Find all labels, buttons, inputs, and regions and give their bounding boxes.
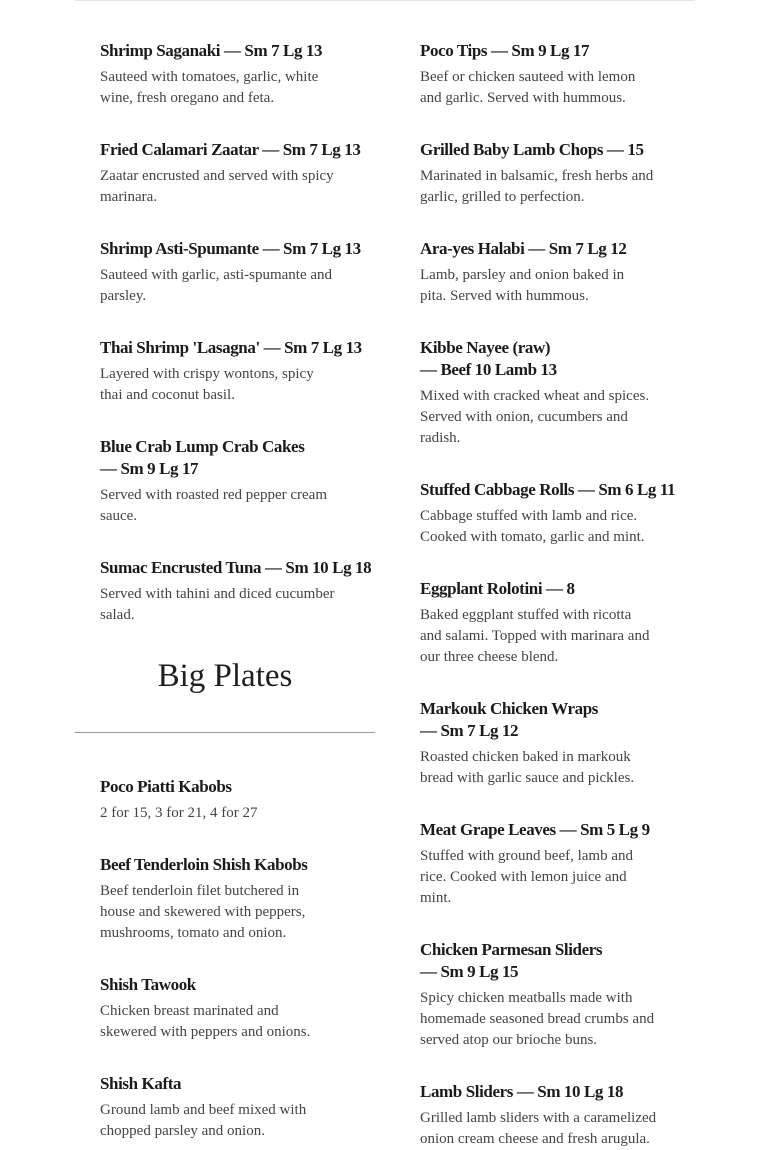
top-divider [75, 0, 695, 1]
menu-item [100, 139, 380, 208]
menu-item-title: Shish Kafta [100, 1074, 182, 1093]
menu-item [420, 578, 690, 668]
menu-item-title: Grilled Baby Lamb Chops — 15 [420, 140, 644, 159]
menu-item-description: Chicken breast marinated and skewered with peppers and onions. [100, 1003, 311, 1040]
menu-item [100, 238, 380, 307]
menu-item-description: Roasted chicken baked in markouk bread with garlic sauce and pickles. [420, 749, 635, 786]
menu-item-title: Thai Shrimp 'Lasagna' — Sm 7 Lg 13 [100, 338, 362, 357]
menu-item-description: Stuffed with ground beef, lamb and rice. Cooked with lemon juice and mint. [420, 848, 634, 906]
menu-item-description: Zaatar encrusted and served with spicy marinara. [100, 168, 334, 205]
menu-item-description: Sauteed with tomatoes, garlic, white wine, fresh oregano and feta. [100, 69, 319, 106]
menu-item-title: Eggplant Rolotini — 8 [420, 579, 575, 598]
menu-item-title: Lamb Sliders — Sm 10 Lg 18 [420, 1082, 624, 1101]
menu-item-title: Shrimp Asti-Spumante — Sm 7 Lg 13 [100, 239, 361, 258]
menu-item-description: Sauteed with garlic, asti-spumante and parsley. [100, 267, 333, 304]
menu-item [420, 698, 690, 789]
menu-item-title: Stuffed Cabbage Rolls — Sm 6 Lg 11 [420, 480, 676, 499]
right-column [420, 40, 690, 1150]
menu-item-title: Markouk Chicken Wraps — Sm 7 Lg 12 [420, 699, 599, 740]
left-column [100, 40, 380, 1142]
menu-item-title: Fried Calamari Zaatar — Sm 7 Lg 13 [100, 140, 361, 159]
menu-item-description: Grilled lamb sliders with a caramelized onion cream cheese and fresh arugula. [420, 1110, 657, 1147]
menu-item [100, 854, 380, 944]
menu-item-description: Beef tenderloin filet butchered in house and skewered with peppers, mushrooms, tomato and onion. [100, 883, 306, 941]
menu-item [420, 40, 690, 109]
menu-item [100, 557, 380, 626]
menu-item-description: Layered with crispy wontons, spicy thai and coconut basil. [100, 366, 314, 403]
menu-item [100, 40, 380, 109]
menu-item-title: Shish Tawook [100, 975, 196, 994]
menu-item [420, 337, 690, 449]
menu-item [100, 337, 380, 406]
menu-item [420, 1081, 690, 1150]
menu-item [420, 139, 690, 208]
menu-item-title: Beef Tenderloin Shish Kabobs [100, 855, 308, 874]
menu-item [100, 436, 380, 527]
menu-item-title: Sumac Encrusted Tuna — Sm 10 Lg 18 [100, 558, 372, 577]
menu-item-description: 2 for 15, 3 for 21, 4 for 27 [100, 805, 258, 821]
menu-item-description: Cabbage stuffed with lamb and rice. Cooked with tomato, garlic and mint. [420, 508, 645, 545]
menu-item-title: Poco Tips — Sm 9 Lg 17 [420, 41, 590, 60]
menu-item-title: Shrimp Saganaki — Sm 7 Lg 13 [100, 41, 323, 60]
menu-item-title: Meat Grape Leaves — Sm 5 Lg 9 [420, 820, 650, 839]
menu-item-title: Chicken Parmesan Sliders — Sm 9 Lg 15 [420, 940, 603, 981]
menu-item [420, 479, 690, 548]
menu-item [420, 238, 690, 307]
menu-item-description: Marinated in balsamic, fresh herbs and garlic, grilled to perfection. [420, 168, 654, 205]
menu-item-title: Blue Crab Lump Crab Cakes — Sm 9 Lg 17 [100, 437, 305, 478]
menu-item-title: Kibbe Nayee (raw) — Beef 10 Lamb 13 [420, 338, 557, 379]
menu-item-description: Baked eggplant stuffed with ricotta and salami. Topped with marinara and our three cheese blend. [420, 607, 650, 665]
menu-item-description: Ground lamb and beef mixed with chopped parsley and onion. [100, 1102, 307, 1139]
menu-item-description: Spicy chicken meatballs made with homemade seasoned bread crumbs and served atop our brioche buns. [420, 990, 655, 1048]
menu-item-title: Ara-yes Halabi — Sm 7 Lg 12 [420, 239, 627, 258]
menu-item [100, 974, 380, 1043]
menu-item-title: Poco Piatti Kabobs [100, 777, 232, 796]
menu-item-description: Served with roasted red pepper cream sauce. [100, 487, 327, 524]
menu-item-description: Beef or chicken sauteed with lemon and garlic. Served with hummous. [420, 69, 636, 106]
menu-item [100, 1073, 380, 1142]
menu-item [100, 776, 380, 824]
menu-item-description: Mixed with cracked wheat and spices. Served with onion, cucumbers and radish. [420, 388, 650, 446]
menu-item [420, 939, 690, 1051]
menu-item [420, 819, 690, 909]
section-divider [75, 732, 375, 733]
menu-item-description: Lamb, parsley and onion baked in pita. Served with hummous. [420, 267, 625, 304]
menu-item-description: Served with tahini and diced cucumber salad. [100, 586, 335, 623]
section-title-big-plates: Big Plates [157, 658, 293, 694]
